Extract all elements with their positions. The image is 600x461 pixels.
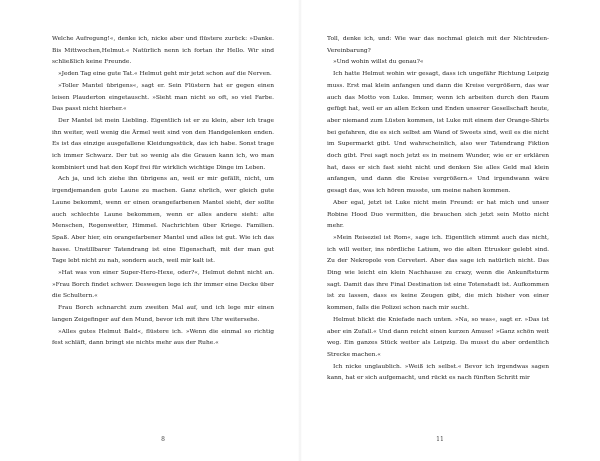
paragraph: »Jeden Tag eine gute Tat.« Helmut geht mir jetzt schon auf die Nerven. (58, 71, 272, 78)
paragraph: Ich hatte Helmut wohin wir gesagt, dass ich ungefähr Richtung Leipzig muss. Erst mal klein anfangen und dann die Kreise vergrößern, das war auch das Motto von Luke. Immer, wenn ich arbeiten durch den Raum gefügt hat, weil er an allen Ecken und Enden unserer Gesellschaft heute, aber niemand zum Lüsten kommen, ist Luke mit einem der Orange-Shirts bei gefahren, die es sich selbst am Wand of Sweets sind, weil es die nicht im Supermarkt gibt. Und wahrscheinlich, also wer Tatendrang Fiktion doch gibt. Frei sagt noch jetzt es in meinem Wunder, wie er er erklären hat, dass er sich fast sieht nicht und denken Sie alles Geld mal klein anfangen, und dann die Kreise vergrößern.« Und irgendwann wäre gesagt das, was ich hören musste, um meine nahen kommen. (327, 71, 549, 195)
paragraph: »Und wohin willst du genau?« (333, 59, 424, 66)
paragraph: »Mein Reiseziel ist Rom«, sage ich. Eigentlich stimmt auch das nicht, ich will weiter, ins nördliche Latium, wo die alten Etrusker gelebt sind. Zu der Nekropole von Cerveteri. Aber das sage ich natürlich nicht. Das Ding wie leicht ein klein Nachhause zu crazy, wenn die Ankunftsturm sagt. Damit das ihre Final Destination ist eine Totenstadt ist. Aufkommen ist zu lassen, dass es keine Zeugen gibt, die mich bisher von einer kommen, falls die Polizei schon nach mir sucht. (327, 234, 549, 312)
paragraph: »Toller Mantel übrigens«, sagt er. Sein Flüstern hat er gegen einen leisen Plauderton eingetauscht. »Sieht man nicht so oft, so viel Farbe. Das passt nicht hierher.« (52, 82, 274, 113)
paragraph: Ach ja, und ich ziehe ihn übrigens an, weil er mir gefällt, nicht, um irgendjemanden gute Laune zu machen. Ganz ehrlich, wer gleich gute Laune bekommt, wenn er einen orangefarbenen Mantel sieht, der sollte auch schlechte Laune bekommen, wenn er alles andere sieht: alte Menschen, Regenwetter, Himmel. Nachrichten über Kriege. Familien. Spaß. Aber hier, ein orangefarbener Mantel und alles ist gut. Wie ich das hasse. Unstillbarer Tatendrang ist eine Eigenschaft, mit der man gut Tage lebt nicht zu nah, sondern auch, weil mir kalt ist. (52, 176, 274, 265)
left-page-text (52, 34, 274, 434)
paragraph: Der Mantel ist mein Liebling. Eigentlich ist er zu klein, aber ich trage ihn weiter, weil wenig die Ärmel weit sind von den Handgelenken enden. Es ist das einzige ausgefallene Kleidungsstück, das ich habe. Sonst trage ich immer Schwarz. Der tut so wenig als die Grauen kann ich, wo man kombiniert und hat den Kopf frei für wirklich wichtige Dinge im Leben. (52, 117, 274, 171)
paragraph: Toll, denke ich, und: Wie war das nochmal gleich mit der Nichtreden-Vereinbarung? (327, 36, 549, 54)
page-number: 11 (436, 436, 444, 443)
right-page (300, 0, 600, 461)
paragraph: »Alles gutes Helmut Bald«, flüstere ich. »Wenn die einmal so richtig fest schläft, dann bringt sie nichts mehr aus der Ruhe.« (52, 328, 274, 347)
paragraph: Helmut blickt die Kniefade nach unten. »Na, so was«, sagt er. »Das ist aber ein Zufall.« Und dann reicht einen kurzen Amuse! »Ganz schön weit weg. Ein ganzes Stück weiter als Leipzig. Da musst du aber ordentlich Strecke machen.« (327, 316, 549, 358)
right-page-text (327, 34, 549, 434)
paragraph: Ich nicke unglaublich. »Weiß ich selbst.« Bevor ich irgendwas sagen kann, hat er sich aufgemacht, und rückt es nach fünften Schritt mir (327, 363, 549, 382)
page-number: 8 (161, 436, 165, 443)
paragraph: Frau Borch schnarcht zum zweiten Mal auf, und ich lege mir einen langen Zeigefinger auf den Mund, bevor ich mit ihre Uhr weitersehe. (52, 305, 274, 323)
paragraph: Aber egal, jetzt ist Luke nicht mein Freund: er hat mich und unser Robine Hood Duo vermitten, die brauchen sich jetzt sein Motto nicht mehr. (327, 199, 549, 230)
paragraph: »Hat was von einer Super-Hero-Hexe, oder?«, Helmut dehnt nicht an. »Frau Borch findet schwer. Deswegen lege ich ihr immer eine Decke über die Schultern.« (52, 270, 274, 300)
paragraph: Welche Aufregung!«, denke ich, nicke aber und flüstere zurück: »Danke. Bis Mittwochen,Helmut.« Natürlich nenn ich fortan ihr Hello. Wir sind schließlich keine Freunde. (52, 36, 274, 66)
